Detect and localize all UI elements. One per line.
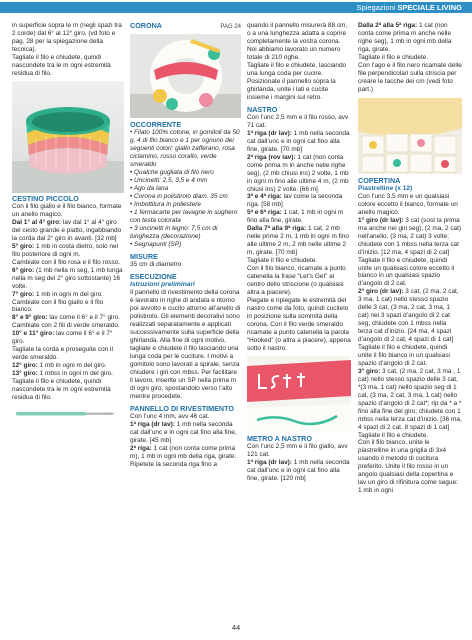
row-label: 5ª e 6ª riga: bbox=[247, 209, 282, 217]
instruction-line bbox=[12, 378, 124, 402]
section-title: PANNELLO DI RIVESTIMENTO bbox=[130, 403, 234, 413]
instructions-list bbox=[247, 443, 351, 483]
row-label: 1° giro (dr lav): bbox=[358, 216, 404, 224]
instruction-line bbox=[12, 259, 124, 267]
row-text: (1 mb nella m seg, 1 mb lunga nella m seg del 2° giro sottostante) 16 volte. bbox=[12, 266, 123, 290]
instruction-line bbox=[358, 54, 462, 62]
instruction-line bbox=[358, 344, 462, 368]
instruction-line bbox=[358, 217, 462, 257]
row-label: Dalla 2ª alla 5ª riga: bbox=[358, 22, 418, 29]
section-title: OCCORRENTE bbox=[130, 119, 182, 129]
instructions-list bbox=[130, 413, 241, 469]
row-text: 1 mb nella seconda cat dall’unc e in ogni cat fino alla fine, girate. [45 mb] bbox=[130, 421, 237, 444]
row-text: 1 cat, 2 mb nelle prime 2 m, 1 mb in ogni m fino alle ultime 2 m, 2 mb nelle ultime 2 m, girate. [70 mb] bbox=[247, 225, 349, 257]
row-text: 1 mb nella seconda cat dall’unc e in ogni cat fino alla fine, girate. [120 mb] bbox=[247, 458, 350, 482]
instruction-line bbox=[12, 203, 124, 219]
instruction-line bbox=[130, 445, 241, 461]
instruction-line bbox=[358, 439, 462, 495]
material-item: • 3 uncinetti in legno: 7,5 cm di lunghezza (decorazione) bbox=[130, 224, 218, 240]
material-item: • Ago da lana bbox=[130, 185, 169, 193]
row-text: Con l’unc 2,5 mm e il filo rosso, avv 71 cat. bbox=[247, 113, 349, 129]
page-reference: PAG 24 bbox=[220, 24, 241, 30]
instruction-line bbox=[247, 265, 351, 297]
instruction-line bbox=[12, 362, 124, 370]
instruction-line bbox=[130, 461, 241, 469]
header-text bbox=[357, 2, 462, 13]
row-label: 2ª riga: bbox=[130, 444, 152, 452]
material-item: • Qualche gugliata di filo nero bbox=[130, 169, 214, 177]
row-label: 8° e 9° giro: bbox=[12, 314, 48, 322]
row-text: lav dal 1° al 4° giro del cesto grande e piatto, ingabbiando la corda dal 2° giro in avanti. [32 mb] bbox=[12, 218, 122, 242]
instructions-list bbox=[247, 114, 351, 353]
wreath-photo bbox=[130, 34, 241, 118]
row-text: Tagliate la corda e proseguite con il verde smeraldo. bbox=[12, 346, 113, 362]
row-text: Con il filo giallo e il filo bianco, formate un anello magico. bbox=[12, 203, 122, 219]
paragraph: Posizionate il pannello sopra la ghirlanda, unite i lati e cucite insieme i margini sul retro. bbox=[247, 77, 336, 101]
instruction-line bbox=[247, 297, 351, 353]
row-label: 2° giro (dr lav): bbox=[358, 288, 404, 296]
section-title: COPERTINA bbox=[358, 175, 401, 185]
row-text: 1 mb in ogni m del giro. bbox=[34, 290, 103, 298]
instruction-line bbox=[247, 459, 351, 483]
row-text: Con l’unc 3,5 mm e un qualsiasi colore eccetto il bianco, formate un anello magico. bbox=[358, 192, 458, 216]
instruction-line bbox=[358, 432, 462, 440]
row-text: Tagliate il filo e chiudete. bbox=[358, 431, 429, 439]
material-item: • Uncinetti: 2,5, 3,5 e 4 mm bbox=[130, 177, 208, 185]
instructions-list bbox=[12, 203, 124, 402]
material-item: • Imbottitura in poliestere bbox=[130, 200, 201, 208]
row-text: Tagliate il filo e chiudete. bbox=[247, 257, 318, 265]
instruction-line bbox=[358, 62, 462, 94]
instruction-line bbox=[247, 443, 351, 459]
instruction-line bbox=[247, 130, 351, 154]
row-label: 12° giro: bbox=[12, 362, 38, 370]
row-text: 1 mb in costa dietro, solo nel filo posteriore di ogni m. bbox=[12, 242, 118, 258]
section-subtitle: Istruzioni preliminari bbox=[130, 281, 195, 289]
column-1 bbox=[12, 22, 124, 419]
instruction-line bbox=[247, 209, 351, 225]
material-item: • 1 fermacarte per lavagne in sughero con testa colorata bbox=[130, 208, 238, 224]
column-4 bbox=[358, 22, 462, 495]
row-text: 3 cat, (2 ma, 2 cat, 3 ma , 1 cat) nello stesso spazio delle 3 cat, *(3 ma, 1 cat) nello spazio seg di 1 cat, (3 ma, 2 cat, 3 ma, 1 cat) nello spazio d’angolo di 2 cat*; rip da * a * fino alla fine del giro; chiudete con 1 mbss nella terza cat d’inizio. [36 ma, 4 spazi di 2 cat, 8 spazi di 1 cat] bbox=[358, 367, 462, 431]
instruction-line bbox=[130, 421, 241, 445]
row-text: 1 cat (non conta come prima m in anche nelle righe seg), (2 mb chiusi ins) 2 volte, 1 mb in ogni m fino alle ultime 4 m, (2 mb chiusi ins) 2 volte. [66 m] bbox=[247, 153, 349, 193]
material-item: • Segnapunti (SP) bbox=[130, 240, 182, 248]
row-text: 1 mb in ogni m del giro. bbox=[37, 362, 107, 370]
row-text: lav come la seconda riga. [58 mb] bbox=[247, 193, 343, 209]
row-text: Cambiate con il filo rosa e il filo rosso. bbox=[12, 258, 121, 266]
instruction-line bbox=[358, 288, 462, 344]
row-label: 1ª riga (dr lav): bbox=[247, 129, 292, 137]
row-text: Tagliate il filo e chiudete, quindi unite il filo bianco in un qualsiasi spazio d’angolo di 2 cat. bbox=[358, 344, 450, 367]
row-label: 3° giro: bbox=[358, 367, 381, 375]
banner-detail-photo bbox=[247, 356, 351, 432]
intro-paragraph: Tagliate il filo e chiudete, quindi nascondete tra le m ogni estremità residua di filo. bbox=[12, 53, 111, 77]
instruction-line bbox=[247, 257, 351, 265]
section-title: MISURE bbox=[130, 251, 158, 261]
row-text: 1 mbss in ogni m del giro. bbox=[37, 370, 113, 378]
paragraph: Tagliate il filo e chiudete, lasciando una lunga coda per cucire. bbox=[247, 61, 347, 77]
row-label: Dal 1° al 4° giro: bbox=[12, 218, 62, 226]
row-text: Tagliate il filo e chiudete. bbox=[358, 53, 429, 61]
section-title: CESTINO PICCOLO bbox=[12, 193, 79, 203]
instruction-line bbox=[12, 219, 124, 243]
row-text: Tagliate il filo e chiudete, quindi nascondete tra le m ogni estremità residua di filo. bbox=[12, 378, 111, 401]
small-basket-photo bbox=[12, 81, 124, 193]
instruction-line bbox=[12, 314, 124, 322]
instruction-line bbox=[358, 22, 462, 54]
instruction-line bbox=[12, 370, 124, 378]
instruction-line bbox=[12, 267, 124, 291]
esecuzione-text: Il pannello di rivestimento della corona è lavorato in righe di andata e ritorno poi avvolto e cucito attorno all’anello di polistirolo. Gli elementi decorativi sono realizzati separatamente e applicati successivamente sulla superficie della ghirlanda. Alla fine di ogni motivo, tagliate e chiudete il filo lasciando una lunga coda per le cuciture. I motivi a gomitolo sono lavorati a spirale, senza chiudere i giri con mbss. Per facilitare il lavoro, inserite un SP nella prima m di ogni giro, spostandolo verso l’alto mentre procedete. bbox=[130, 289, 241, 400]
crochet-hook-photo bbox=[12, 407, 124, 419]
row-label: 5° giro: bbox=[12, 242, 35, 250]
row-text: 3 cat (sost la prima ma anche nei giri seg), (2 ma, 2 cat) nell’anello, (3 ma, 2 cat) 3 volte; chiudete con 1 mbss nella terza cat d’inizio. [12 ma, 4 spazi di 2 cat] bbox=[358, 216, 462, 256]
instruction-line bbox=[358, 257, 462, 289]
column-2 bbox=[130, 22, 241, 469]
instruction-line bbox=[247, 193, 351, 209]
instruction-line bbox=[12, 346, 124, 362]
instruction-line bbox=[12, 291, 124, 299]
page-header bbox=[0, 0, 472, 14]
intro-paragraph: in superficie sopra le m (negli spazi tra 2 corde) dal 6° al 12° giro, (vd foto e pag. 28 per la spiegazione della tecnica). bbox=[12, 22, 122, 53]
row-text: Con l’ago e il filo nero ricamate delle file perpendicolari sulla striscia per creare le tacche dei cm (vedi foto part.) bbox=[358, 61, 462, 93]
header-title: SPECIALE LIVING bbox=[397, 3, 462, 12]
section-title: CORONA bbox=[130, 21, 162, 30]
instructions-list bbox=[358, 193, 462, 495]
instruction-line bbox=[247, 114, 351, 130]
row-text: Con l’unc 4 mm, avv 46 cat. bbox=[130, 413, 210, 421]
row-label: 1ª riga (dr lav): bbox=[247, 458, 292, 466]
row-text: Cambiate con il filo giallo e il filo bianco. bbox=[12, 298, 104, 314]
row-text: Cambiate con 2 fili di verde smeraldo. bbox=[12, 322, 120, 330]
section-title: METRO A NASTRO bbox=[247, 433, 312, 443]
row-label: 13° giro: bbox=[12, 370, 38, 378]
material-item: • Corona in polistirolo diam. 35 cm bbox=[130, 192, 228, 200]
row-text: Piegate e ripiegate le estremità del nastro come da foto, quindi cucitelo in posizione sulla sommità della corona. Con il filo verde smeraldo ricamate a punto catenella la parola “Hooked” (o altra a piacere), appena sotto il nastro. bbox=[247, 296, 351, 352]
instructions-list bbox=[358, 22, 462, 94]
instruction-line bbox=[12, 330, 124, 346]
row-text: 1 cat, 1 mb in ogni m fino alla fine, girate. bbox=[247, 209, 344, 225]
row-text: 1 mb nella seconda cat dall’unc e in ogni cat fino alla fine, girate. [70 mb] bbox=[247, 129, 350, 153]
row-label: Dalla 7ª alla 9ª riga: bbox=[247, 225, 307, 233]
instruction-line bbox=[358, 368, 462, 432]
instruction-line bbox=[130, 413, 241, 421]
row-label: 3ª e 4ª riga: bbox=[247, 193, 282, 201]
row-text: 1 cat (non conta come prima m anche nelle righe seg), 1 mb in ogni mb della riga, girate. bbox=[358, 22, 452, 53]
row-text: Con l’unc 2,5 mm e il filo giallo, avv 121 cat. bbox=[247, 442, 348, 458]
row-label: 2ª riga (rov lav): bbox=[247, 153, 296, 161]
materials-list bbox=[130, 129, 241, 248]
row-text: 1 cat (non conta come prima m), 1 mb in ogni mb della riga, girate. bbox=[130, 444, 237, 460]
instruction-line bbox=[247, 225, 351, 257]
page-number: 44 bbox=[231, 623, 241, 632]
instruction-line bbox=[12, 243, 124, 259]
section-title: NASTRO bbox=[247, 104, 278, 114]
row-text: Ripetete la seconda riga fino a bbox=[130, 460, 217, 468]
row-label: 10° e 11° giro: bbox=[12, 330, 55, 338]
header-section: Spiegazioni bbox=[356, 3, 396, 12]
section-title: ESECUZIONE bbox=[130, 272, 177, 282]
row-label: 7° giro: bbox=[12, 290, 35, 298]
row-text: Con il filo bianco, unite le piastrelline in una griglia di 3x4 usando il metodo di cucitura preferito. Unite il filo rosso in un angolo qualsiasi della copertina e lav un giro di rifinitura come segue: 1 mb in ogni bbox=[358, 439, 458, 495]
row-text: Tagliate il filo e chiudete, quindi unite un qualsiasi colore eccetto il bianco in un qualsiasi spazio d’angolo di 2 cat. bbox=[358, 256, 455, 288]
row-text: Con il filo bianco, ricamate a punto catenella la frase “Let’s Get” al centro dello striscione (o qualsiasi altra a piacere). bbox=[247, 265, 346, 296]
blanket-photo bbox=[358, 98, 462, 174]
instruction-line bbox=[358, 193, 462, 217]
column-3 bbox=[247, 22, 351, 483]
section-subtitle: Piastrelline (x 12) bbox=[358, 184, 413, 192]
row-text: lav come il 6° e il 7° giro. bbox=[12, 330, 113, 346]
material-item: • Filato 100% cotone, in gomitoli da 50 g, 4 di filo bianco e 1 per ognuno dei seguenti colori: giallo zafferano, rosa ciclamino, rosso corallo, verde smeraldo bbox=[130, 129, 240, 169]
row-text: lav come il 6° e il 7° giro. bbox=[47, 314, 120, 322]
instruction-line bbox=[247, 154, 351, 194]
misure-text: 35 cm di diametro bbox=[130, 261, 182, 269]
instruction-line bbox=[12, 299, 124, 315]
paragraph: quando il pannello misurerà 88 cm, o a una lunghezza adatta a coprire completamente la vostra corona. Noi abbiamo lavorato un numero totale di 210 righe. bbox=[247, 22, 348, 61]
row-label: 1ª riga (dr lav): bbox=[130, 421, 175, 429]
row-label: 6° giro: bbox=[12, 266, 35, 274]
row-text: 3 cat, (2 ma, 2 cat, 3 ma, 1 cat) nello stesso spazio delle 3 cat, (3 ma, 2 cat, 3 ma, 1 cat) nei 3 spazi d’angolo di 2 cat seg; chiudete con 1 mbss nella terza cat d’inizio. [24 ma, 4 spazi d’angolo di 2 cat, 4 spazi di 1 cat] bbox=[358, 288, 459, 344]
